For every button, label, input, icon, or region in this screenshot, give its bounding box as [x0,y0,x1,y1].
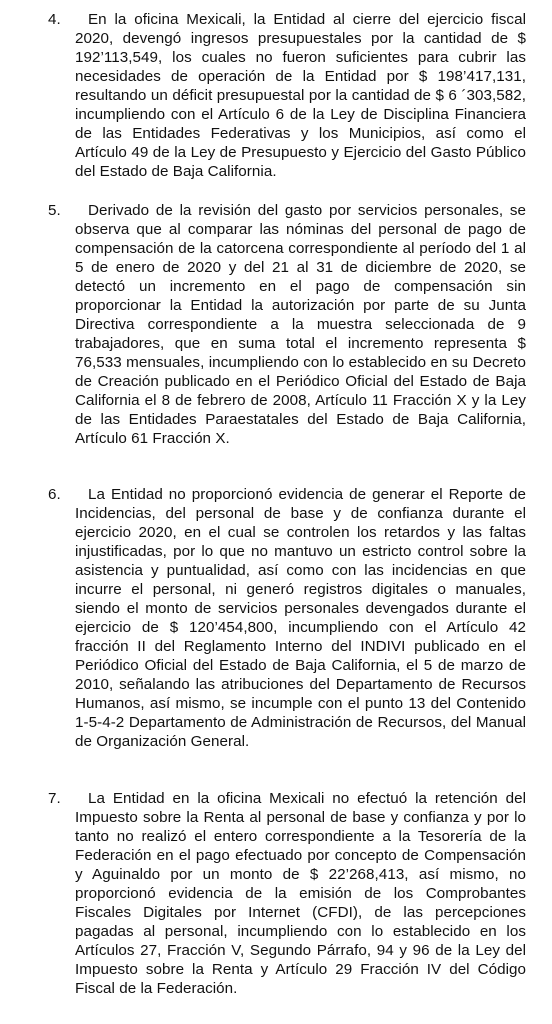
list-item-4 [48,10,526,181]
list-item-7 [48,789,526,998]
item-paragraph: La Entidad no proporcionó evidencia de generar el Reporte de Incidencias, del personal de base y de confianza durante el ejercicio 2020, en el cual se controlen los retardos y las faltas injustificadas, por lo que no mantuvo un estricto control sobre la asistencia y puntualidad, así como con las incidencias en que incurre el personal, ni generó registros digitales o manuales, siendo el monto de servicios personales devengados durante el ejercicio de $ 120’454,800, incumpliendo con el Artículo 42 fracción II del Reglamento Interno del INDIVI publicado en el Periódico Oficial del Estado de Baja California, el 5 de marzo de 2010, señalando las atribuciones del Departamento de Recursos Humanos, así mismo, se incumple con el punto 13 del Contenido 1-5-4-2 Departamento de Administración de Recursos, del Manual de Organización General. [75,486,526,750]
item-number: 6. [48,486,61,503]
item-number: 7. [48,790,61,807]
item-paragraph: En la oficina Mexicali, la Entidad al cierre del ejercicio fiscal 2020, devengó ingresos presupuestales por la cantidad de $ 192’113,549, los cuales no fueron suficientes para cubrir las necesidades de operación de la Entidad por $ 198’417,131, resultando un déficit presupuestal por la cantidad de $ 6 ´303,582, incumpliendo con el Artículo 6 de la Ley de Disciplina Financiera de las Entidades Federativas y los Municipios, así como el Artículo 49 de la Ley de Presupuesto y Ejercicio del Gasto Público del Estado de Baja California. [75,11,526,180]
item-number: 5. [48,202,61,219]
item-paragraph: La Entidad en la oficina Mexicali no efectuó la retención del Impuesto sobre la Renta al personal de base y confianza y por lo tanto no realizó el entero correspondiente a la Tesorería de la Federación en el pago efectuado por concepto de Compensación y Aguinaldo por un monto de $ 22’268,413, así mismo, no proporcionó evidencia de la emisión de los Comprobantes Fiscales Digitales por Internet (CFDI), de las percepciones pagadas al personal, incumpliendo con lo establecido en los Artículos 27, Fracción V, Segundo Párrafo, 94 y 96 de la Ley del Impuesto sobre la Renta y Artículo 29 Fracción IV del Código Fiscal de la Federación. [75,790,526,997]
list-item-6 [48,485,526,751]
item-paragraph: Derivado de la revisión del gasto por servicios personales, se observa que al comparar las nóminas del personal de pago de compensación de la catorcena correspondiente al período del 1 al 5 de enero de 2020 y del 21 al 31 de diciembre de 2020, se detectó un incremento en el pago de compensación sin proporcionar la Entidad la autorización por parte de su Junta Directiva correspondiente a la muestra seleccionada de 9 trabajadores, que en suma total el incremento representa $ 76,533 mensuales, incumpliendo con lo establecido en su Decreto de Creación publicado en el Periódico Oficial del Estado de Baja California el 8 de febrero de 2008, Artículo 11 Fracción X y la Ley de las Entidades Paraestatales del Estado de Baja California, Artículo 61 Fracción X. [75,202,526,447]
list-item-5 [48,201,526,448]
item-number: 4. [48,11,61,28]
